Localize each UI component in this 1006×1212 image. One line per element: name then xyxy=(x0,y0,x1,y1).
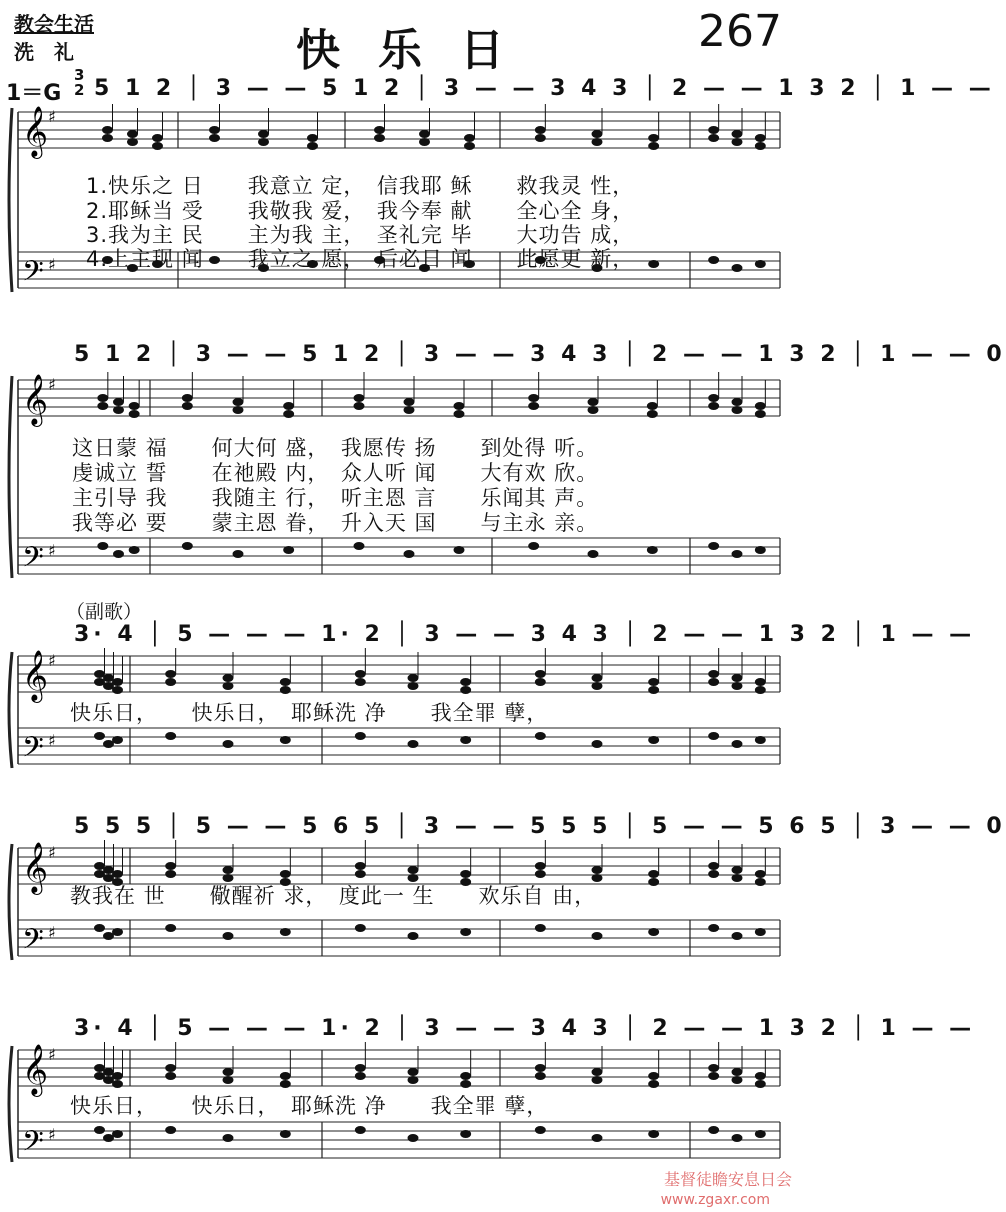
note-head xyxy=(223,1076,234,1084)
note-head xyxy=(648,1072,659,1080)
note-head xyxy=(535,870,546,878)
note-head xyxy=(592,130,603,138)
note-head xyxy=(460,686,471,694)
note-head xyxy=(233,398,244,406)
lyric-1-1: 1.快乐之 日 我意立 定， 信我耶 稣 救我灵 性， xyxy=(86,174,635,198)
note-head xyxy=(355,924,366,932)
note-head xyxy=(354,402,365,410)
note-head xyxy=(129,410,140,418)
note-head xyxy=(755,410,766,418)
note-head xyxy=(755,870,766,878)
hymn-number: 267 xyxy=(698,6,782,57)
note-head xyxy=(755,686,766,694)
note-head xyxy=(755,402,766,410)
note-head xyxy=(647,410,658,418)
jianpu-line-1: 5 1 2 │ 3 — — 5 1 2 │ 3 — — 3 4 3 │ 2 — — 1 3 2 │ 1 — — xyxy=(94,76,995,101)
note-head xyxy=(165,870,176,878)
lyric-2-2: 虔诚立 誓 在祂殿 内， 众人听 闻 大有欢 欣。 xyxy=(72,461,599,485)
note-head xyxy=(528,542,539,550)
note-head xyxy=(454,410,465,418)
jianpu-line-4: 5 5 5 │ 5 — — 5 6 5 │ 3 — — 5 5 5 │ 5 — — 5 6 5 │ 3 — — 0 xyxy=(74,814,1006,839)
note-head xyxy=(648,736,659,744)
note-head xyxy=(152,142,163,150)
note-head xyxy=(354,394,365,402)
note-head xyxy=(355,870,366,878)
jianpu-line-3: 3· 4 │ 5 — — — 1· 2 │ 3 — — 3 4 3 │ 2 — — 1 3 2 │ 1 — — xyxy=(74,622,976,647)
note-head xyxy=(355,670,366,678)
page-title: 快乐日 xyxy=(296,25,542,76)
category-label: 教会生活 xyxy=(14,12,94,36)
note-head xyxy=(732,866,743,874)
note-head xyxy=(165,670,176,678)
note-head xyxy=(408,1134,419,1142)
note-head xyxy=(94,732,105,740)
note-head xyxy=(535,134,546,142)
note-head xyxy=(112,678,123,686)
note-head xyxy=(708,678,719,686)
sharp-icon: ♯ xyxy=(48,541,56,560)
note-head xyxy=(223,932,234,940)
note-head xyxy=(404,398,415,406)
note-head xyxy=(223,1134,234,1142)
note-head xyxy=(233,406,244,414)
note-head xyxy=(460,678,471,686)
note-head xyxy=(708,924,719,932)
note-head xyxy=(258,130,269,138)
time-signature-top: 3 xyxy=(74,66,85,84)
bass-clef-icon: 𝄢 xyxy=(22,255,44,295)
bass-staff xyxy=(18,920,780,963)
note-head xyxy=(535,1072,546,1080)
note-head xyxy=(258,138,269,146)
bass-clef-icon: 𝄢 xyxy=(22,731,44,771)
note-head xyxy=(127,138,138,146)
note-head xyxy=(647,546,658,554)
sharp-icon: ♯ xyxy=(48,843,56,862)
lyric-1-2: 2.耶稣当 受 我敬我 爱， 我今奉 献 全心全 身， xyxy=(86,199,635,223)
note-head xyxy=(112,1072,123,1080)
note-head xyxy=(152,134,163,142)
note-head xyxy=(588,398,599,406)
note-head xyxy=(419,130,430,138)
jianpu-line-5: 3· 4 │ 5 — — — 1· 2 │ 3 — — 3 4 3 │ 2 — — 1 3 2 │ 1 — — xyxy=(74,1016,976,1041)
note-head xyxy=(454,546,465,554)
sharp-icon: ♯ xyxy=(48,1125,56,1144)
note-head xyxy=(755,260,766,268)
note-head xyxy=(755,928,766,936)
note-head xyxy=(708,670,719,678)
note-head xyxy=(165,1126,176,1134)
note-head xyxy=(408,932,419,940)
note-head xyxy=(165,1072,176,1080)
note-head xyxy=(408,674,419,682)
lyric-5-1: 快乐日， 快乐日， 耶稣洗 净 我全罪 孽， xyxy=(70,1094,549,1118)
note-head xyxy=(112,736,123,744)
lyric-2-4: 我等必 要 蒙主恩 眷， 升入天 国 与主永 亲。 xyxy=(72,511,599,535)
note-head xyxy=(535,126,546,134)
bass-clef-icon: 𝄢 xyxy=(22,1125,44,1165)
note-head xyxy=(94,924,105,932)
time-signature xyxy=(74,68,84,98)
note-head xyxy=(647,402,658,410)
sharp-icon: ♯ xyxy=(48,255,56,274)
treble-clef-icon: 𝄞 xyxy=(22,842,49,893)
bass-clef-icon: 𝄢 xyxy=(22,923,44,963)
sharp-icon: ♯ xyxy=(48,107,56,126)
note-head xyxy=(165,678,176,686)
note-head xyxy=(708,1064,719,1072)
note-head xyxy=(374,134,385,142)
note-head xyxy=(182,402,193,410)
note-head xyxy=(535,1126,546,1134)
note-head xyxy=(355,678,366,686)
note-head xyxy=(113,550,124,558)
note-head xyxy=(355,732,366,740)
lyric-3-1: 快乐日， 快乐日， 耶稣洗 净 我全罪 孽， xyxy=(70,701,549,725)
note-head xyxy=(113,406,124,414)
watermark-text: 基督徒瞻安息日会 xyxy=(663,1170,792,1189)
note-head xyxy=(755,134,766,142)
bass-staff xyxy=(18,538,780,581)
note-head xyxy=(112,686,123,694)
note-head xyxy=(355,1064,366,1072)
note-head xyxy=(755,142,766,150)
sharp-icon: ♯ xyxy=(48,375,56,394)
note-head xyxy=(233,550,244,558)
note-head xyxy=(165,924,176,932)
note-head xyxy=(708,542,719,550)
note-head xyxy=(283,410,294,418)
note-head xyxy=(112,870,123,878)
lyric-2-1: 这日蒙 福 何大何 盛， 我愿传 扬 到处得 听。 xyxy=(72,436,599,460)
note-head xyxy=(648,870,659,878)
note-head xyxy=(755,678,766,686)
note-head xyxy=(464,134,475,142)
note-head xyxy=(755,546,766,554)
note-head xyxy=(732,264,743,272)
note-head xyxy=(535,678,546,686)
note-head xyxy=(588,406,599,414)
lyric-2-3: 主引导 我 我随主 行， 听主恩 言 乐闻其 声。 xyxy=(72,486,599,510)
brace-icon xyxy=(9,652,12,768)
note-head xyxy=(408,682,419,690)
sharp-icon: ♯ xyxy=(48,923,56,942)
note-head xyxy=(223,866,234,874)
note-head xyxy=(355,862,366,870)
note-head xyxy=(732,932,743,940)
note-head xyxy=(732,130,743,138)
note-head xyxy=(592,1076,603,1084)
note-head xyxy=(280,678,291,686)
note-head xyxy=(408,866,419,874)
note-head xyxy=(648,1130,659,1138)
sharp-icon: ♯ xyxy=(48,731,56,750)
note-head xyxy=(165,732,176,740)
note-head xyxy=(732,674,743,682)
sharp-icon: ♯ xyxy=(48,651,56,670)
note-head xyxy=(182,394,193,402)
note-head xyxy=(209,126,220,134)
note-head xyxy=(592,682,603,690)
note-head xyxy=(732,1076,743,1084)
note-head xyxy=(732,1068,743,1076)
note-head xyxy=(209,134,220,142)
note-head xyxy=(732,406,743,414)
note-head xyxy=(592,1068,603,1076)
note-head xyxy=(223,740,234,748)
note-head xyxy=(535,862,546,870)
grand-staff-4 xyxy=(0,840,800,990)
note-head xyxy=(708,862,719,870)
note-head xyxy=(460,1072,471,1080)
note-head xyxy=(648,260,659,268)
note-head xyxy=(708,402,719,410)
watermark-url: www.zgaxr.com xyxy=(660,1192,770,1208)
note-head xyxy=(404,406,415,414)
subcategory-label: 洗 礼 xyxy=(14,40,74,64)
note-head xyxy=(588,550,599,558)
note-head xyxy=(648,142,659,150)
note-head xyxy=(648,686,659,694)
jianpu-line-2: 5 1 2 │ 3 — — 5 1 2 │ 3 — — 3 4 3 │ 2 — — 1 3 2 │ 1 — — 0 xyxy=(74,342,1006,367)
note-head xyxy=(102,126,113,134)
treble-staff xyxy=(18,650,780,703)
note-head xyxy=(127,130,138,138)
note-head xyxy=(732,682,743,690)
note-head xyxy=(708,126,719,134)
note-head xyxy=(280,736,291,744)
note-head xyxy=(535,1064,546,1072)
note-head xyxy=(307,142,318,150)
note-head xyxy=(460,1080,471,1088)
note-head xyxy=(708,394,719,402)
treble-clef-icon: 𝄞 xyxy=(22,374,49,425)
note-head xyxy=(129,546,140,554)
note-head xyxy=(307,134,318,142)
note-head xyxy=(592,740,603,748)
note-head xyxy=(97,542,108,550)
note-head xyxy=(374,126,385,134)
note-head xyxy=(535,732,546,740)
note-head xyxy=(708,732,719,740)
note-head xyxy=(464,142,475,150)
note-head xyxy=(102,134,113,142)
note-head xyxy=(182,542,193,550)
note-head xyxy=(283,402,294,410)
note-head xyxy=(460,870,471,878)
note-head xyxy=(165,862,176,870)
treble-staff xyxy=(18,374,780,427)
time-signature-bottom: 2 xyxy=(74,81,85,99)
note-head xyxy=(648,928,659,936)
note-head xyxy=(528,394,539,402)
note-head xyxy=(112,1130,123,1138)
note-head xyxy=(460,1130,471,1138)
note-head xyxy=(648,878,659,886)
note-head xyxy=(708,1072,719,1080)
note-head xyxy=(165,1064,176,1072)
note-head xyxy=(223,682,234,690)
note-head xyxy=(113,398,124,406)
note-head xyxy=(592,866,603,874)
note-head xyxy=(732,138,743,146)
note-head xyxy=(460,928,471,936)
lyric-1-3: 3.我为主 民 主为我 主， 圣礼完 毕 大功告 成， xyxy=(86,223,635,247)
note-head xyxy=(280,870,291,878)
note-head xyxy=(97,402,108,410)
note-head xyxy=(280,928,291,936)
note-head xyxy=(419,138,430,146)
treble-clef-icon: 𝄞 xyxy=(22,1044,49,1095)
note-head xyxy=(404,550,415,558)
note-head xyxy=(94,1126,105,1134)
note-head xyxy=(535,924,546,932)
note-head xyxy=(648,134,659,142)
brace-icon xyxy=(9,1046,12,1162)
note-head xyxy=(592,674,603,682)
bass-clef-icon: 𝄢 xyxy=(22,541,44,581)
note-head xyxy=(355,1126,366,1134)
note-head xyxy=(408,1076,419,1084)
note-head xyxy=(732,1134,743,1142)
note-head xyxy=(454,402,465,410)
bass-staff xyxy=(18,728,780,771)
note-head xyxy=(708,1126,719,1134)
key-signature: 1＝G xyxy=(6,81,62,106)
note-head xyxy=(755,878,766,886)
note-head xyxy=(755,736,766,744)
brace-icon xyxy=(9,108,12,292)
note-head xyxy=(708,256,719,264)
note-head xyxy=(129,402,140,410)
note-head xyxy=(648,1080,659,1088)
note-head xyxy=(755,1130,766,1138)
note-head xyxy=(592,138,603,146)
note-head xyxy=(755,1080,766,1088)
note-head xyxy=(732,874,743,882)
note-head xyxy=(648,678,659,686)
note-head xyxy=(460,736,471,744)
note-head xyxy=(732,740,743,748)
note-head xyxy=(408,1068,419,1076)
note-head xyxy=(112,928,123,936)
note-head xyxy=(755,1072,766,1080)
note-head xyxy=(97,394,108,402)
lyric-1-4: 4.上主现 闻 我立之 愿， 后必日 闻 此愿更 新， xyxy=(86,247,635,271)
note-head xyxy=(280,1072,291,1080)
treble-clef-icon: 𝄞 xyxy=(22,106,49,157)
note-head xyxy=(592,1134,603,1142)
note-head xyxy=(283,546,294,554)
note-head xyxy=(112,1080,123,1088)
sharp-icon: ♯ xyxy=(48,1045,56,1064)
note-head xyxy=(708,134,719,142)
brace-icon xyxy=(9,376,12,578)
note-head xyxy=(280,686,291,694)
bass-staff xyxy=(18,1122,780,1165)
note-head xyxy=(708,870,719,878)
treble-clef-icon: 𝄞 xyxy=(22,650,49,701)
lyric-4-1: 教我在 世 儆醒祈 求， 度此一 生 欢乐自 由， xyxy=(70,884,597,908)
note-head xyxy=(408,740,419,748)
note-head xyxy=(528,402,539,410)
note-head xyxy=(280,1080,291,1088)
note-head xyxy=(223,1068,234,1076)
note-head xyxy=(535,670,546,678)
note-head xyxy=(732,398,743,406)
brace-icon xyxy=(9,844,12,960)
note-head xyxy=(354,542,365,550)
note-head xyxy=(223,674,234,682)
note-head xyxy=(280,1130,291,1138)
note-head xyxy=(732,550,743,558)
note-head xyxy=(592,932,603,940)
note-head xyxy=(355,1072,366,1080)
chorus-label: （副歌） xyxy=(66,601,143,623)
